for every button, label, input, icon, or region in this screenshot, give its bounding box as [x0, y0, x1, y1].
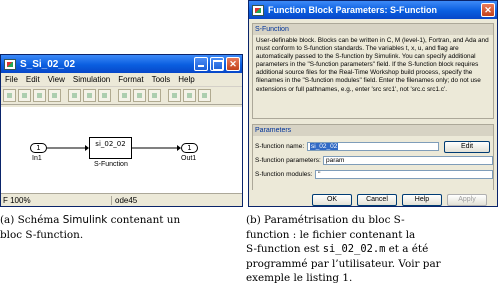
undo-icon[interactable] — [118, 89, 131, 102]
simulink-block-icon — [252, 5, 264, 16]
toolbar — [1, 87, 242, 105]
cut-icon[interactable] — [68, 89, 81, 102]
outport-block[interactable]: 1 — [181, 143, 198, 153]
cancel-button[interactable]: Cancel — [357, 194, 397, 206]
caption-b-line3a: S-function est — [246, 243, 323, 255]
toolbar-separator — [63, 89, 66, 102]
caption-b-line4: programmé par l’utilisateur. Voir par — [246, 257, 441, 270]
menu-format[interactable]: Format — [118, 75, 144, 84]
sfunction-name-label: S-function name: — [255, 143, 305, 150]
model-canvas[interactable] — [1, 107, 242, 194]
new-icon[interactable] — [3, 89, 16, 102]
close-icon[interactable]: ✕ — [481, 3, 495, 17]
sfunction-block-name: si_02_02 — [95, 140, 126, 148]
inport-block[interactable]: 1 — [30, 143, 47, 153]
redo-icon[interactable] — [133, 89, 146, 102]
sfunction-name-input[interactable] — [307, 142, 439, 151]
stop-icon[interactable] — [183, 89, 196, 102]
sfunction-modules-label: S-function modules: — [255, 171, 313, 178]
help-button[interactable]: Help — [402, 194, 442, 206]
caption-a-middle: contenant un — [107, 214, 181, 226]
toolbar-separator — [113, 89, 116, 102]
sfunction-block[interactable] — [89, 137, 132, 159]
model-title-bar[interactable] — [1, 55, 242, 73]
caption-a-prefix: (a) Schéma — [0, 214, 63, 226]
ok-button[interactable]: OK — [312, 194, 352, 206]
print-icon[interactable] — [48, 89, 61, 102]
status-bar — [1, 193, 242, 206]
menu-edit[interactable]: Edit — [25, 75, 40, 84]
block-description: User-definable block. Blocks can be written in C, M (level-1), Fortran, and Ada and must conform to S-function standards. The variables t, x, u, and flag are automatically passed to the S-function by Simulink. You can specify additional parameters in the "S-function parameters" field. If the S-function block requires additional source files for the Real-Time Workshop build process, specify the filenames in the "S-function modules" field. Enter the filenames only; do not use extensions or full pathnames, e.g., enter 'src src1', not 'src.c src1.c'. — [256, 37, 489, 93]
apply-button[interactable]: Apply — [447, 194, 487, 206]
caption-b-line5: exemple le listing 1. — [246, 272, 353, 284]
edit-button[interactable]: Edit — [444, 141, 490, 153]
outport-label: Out1 — [181, 155, 197, 162]
simulink-model-icon — [4, 59, 16, 70]
simulink-model-window — [0, 54, 243, 207]
caption-b-line3 — [246, 242, 498, 257]
menu-help[interactable]: Help — [178, 75, 195, 84]
menu-view[interactable]: View — [47, 75, 65, 84]
sfunction-modules-input[interactable]: '' — [315, 170, 493, 179]
model-window-title: S_Si_02_02 — [20, 58, 76, 70]
play-icon[interactable] — [198, 89, 211, 102]
caption-a-line1 — [0, 213, 243, 228]
open-icon[interactable] — [18, 89, 31, 102]
caption-a-line2: bloc S-function. — [0, 228, 84, 241]
caption-b-line2: function : le fichier contenant la — [246, 228, 416, 241]
dialog-title-bar[interactable] — [249, 1, 497, 19]
sfunction-params-input[interactable]: param — [323, 156, 493, 165]
menu-tools[interactable]: Tools — [151, 75, 171, 84]
save-icon[interactable] — [33, 89, 46, 102]
toolbar-separator — [163, 89, 166, 102]
caption-b-line3b: et a été — [385, 243, 429, 255]
paste-icon[interactable] — [98, 89, 111, 102]
caption-b-line1: (b) Paramétrisation du bloc S- — [246, 214, 405, 226]
minimize-icon[interactable] — [194, 57, 208, 71]
menu-file[interactable]: File — [5, 75, 18, 84]
solver-status: ode45 — [111, 196, 137, 205]
sfunction-label: S-Function — [94, 161, 128, 168]
block-parameters-dialog — [248, 0, 498, 207]
section-header-sfunction: S-Function — [253, 24, 493, 35]
sfunction-name-value: si_02_02 — [311, 143, 338, 150]
inport-label: In1 — [32, 155, 42, 162]
sfunction-params-label: S-function parameters: — [255, 157, 321, 164]
menu-bar — [1, 73, 242, 87]
dialog-title: Function Block Parameters: S-Function — [268, 5, 438, 15]
library-icon[interactable] — [168, 89, 181, 102]
section-header-parameters: Parameters — [253, 125, 493, 136]
redo2-icon[interactable] — [148, 89, 161, 102]
sfunction-description-group — [252, 23, 494, 119]
maximize-icon[interactable] — [210, 57, 224, 71]
caption-b — [246, 213, 498, 286]
caption-b-filename: si_02_02.m — [322, 243, 386, 255]
close-icon[interactable]: ✕ — [226, 57, 240, 71]
caption-a-simulink: Simulink — [62, 214, 108, 226]
zoom-status: F 100% — [3, 195, 31, 205]
copy-icon[interactable] — [83, 89, 96, 102]
menu-simulation[interactable]: Simulation — [72, 75, 111, 84]
caption-a — [0, 213, 243, 242]
